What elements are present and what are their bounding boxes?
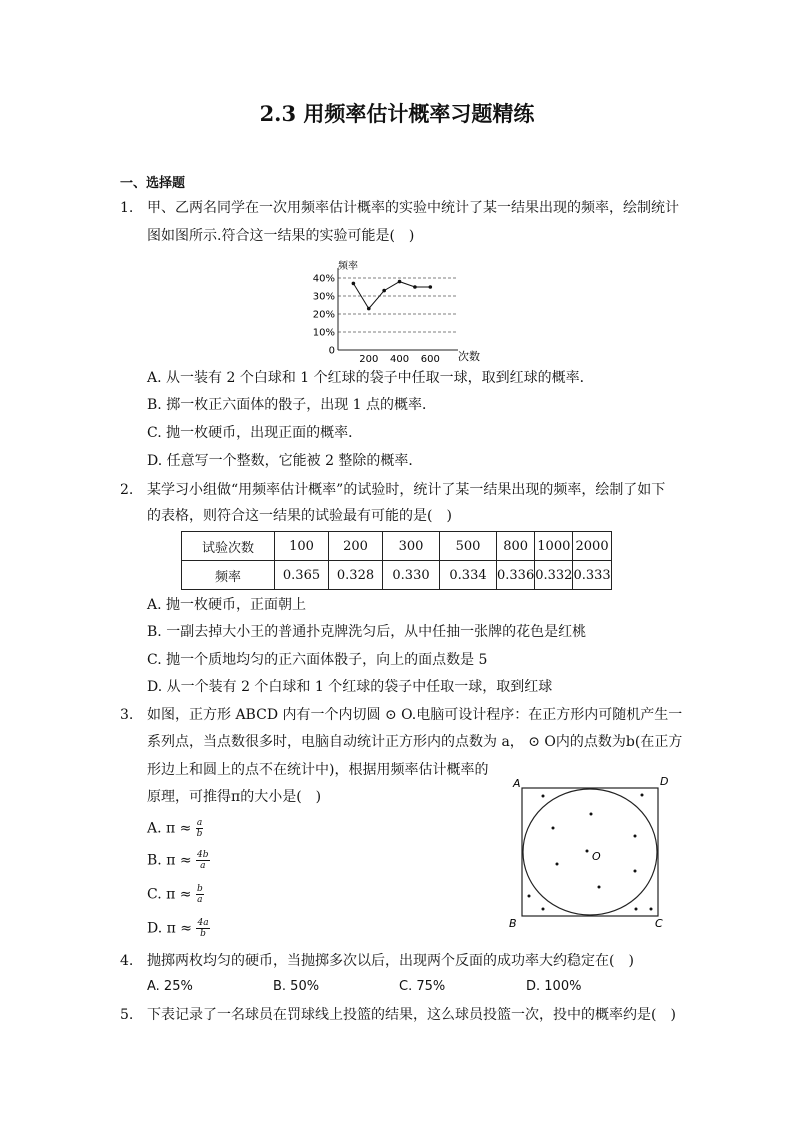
x-tick-label: 600 — [420, 354, 440, 365]
center-o-label: O — [592, 850, 601, 863]
fraction: $\frac{4b}{a}$ — [197, 850, 209, 871]
q3-option-b — [147, 850, 210, 871]
q3-stem-line2: 系列点，当点数很多时，电脑自动统计正方形内的点数为 a， ⊙ O内的点数为b(在正方 — [147, 734, 683, 750]
frequency-table — [181, 531, 612, 590]
table-cell: 100 — [275, 532, 329, 561]
q3-option-d — [147, 918, 210, 939]
q1-stem-line1: 甲、乙两名同学在一次用频率估计概率的实验中统计了某一结果出现的频率，绘制统计 — [147, 200, 679, 216]
q4-option-a: A. 25% — [147, 979, 193, 994]
fraction: $\frac{b}{a}$ — [196, 884, 203, 905]
table-cell: 频率 — [182, 561, 275, 590]
y-tick-label: 20% — [312, 309, 335, 321]
q4-option-c: C. 75% — [399, 979, 446, 994]
q3-stem-line1: 如图，正方形 ABCD 内有一个内切圆 ⊙ O.电脑可设计程序：在正方形内可随机产生一 — [147, 707, 683, 723]
table-cell: 试验次数 — [182, 532, 275, 561]
q2-number: 2. — [120, 482, 134, 498]
frequency-line-chart — [300, 258, 500, 366]
table-cell: 500 — [440, 532, 497, 561]
q2-option-d: D. 从一个装有 2 个白球和 1 个红球的袋子中任取一球，取到红球 — [147, 679, 553, 695]
q3-option-a — [147, 818, 203, 839]
vertex-b-label: B — [509, 917, 517, 930]
y-tick-label: 0 — [328, 345, 335, 357]
q2-option-c: C. 抛一个质地均匀的正六面体骰子，向上的面点数是 5 — [147, 652, 488, 668]
square-circle-figure — [505, 772, 675, 932]
q4-stem: 抛掷两枚均匀的硬币，当抛掷多次以后，出现两个反面的成功率大约稳定在( ) — [147, 953, 634, 969]
data-point — [352, 282, 356, 286]
table-cell: 0.333 — [573, 561, 611, 590]
data-point — [398, 280, 402, 284]
x-axis-label: 次数 — [458, 350, 480, 363]
q2-option-b: B. 一副去掉大小王的普通扑克牌洗匀后，从中任抽一张牌的花色是红桃 — [147, 624, 587, 640]
table-cell: 800 — [497, 532, 535, 561]
q2-option-a: A. 抛一枚硬币，正面朝上 — [147, 597, 307, 613]
data-point — [382, 289, 386, 293]
q5-number: 5. — [120, 1007, 134, 1023]
x-tick-label: 400 — [389, 354, 410, 365]
q4-option-d: D. 100% — [526, 979, 582, 994]
q3-option-c-label: C. π ≈ — [147, 886, 192, 903]
page-title: 2.3 用频率估计概率习题精练 — [259, 101, 535, 126]
q3-option-b-label: B. π ≈ — [147, 852, 192, 869]
q4-option-b: B. 50% — [273, 979, 320, 994]
q3-option-a-label: A. π ≈ — [147, 820, 192, 837]
section-heading: 一、选择题 — [120, 176, 186, 191]
table-cell: 300 — [383, 532, 440, 561]
fraction: $\frac{4a}{b}$ — [197, 918, 209, 939]
y-axis-label: 频率 — [338, 261, 358, 272]
q1-number: 1. — [120, 200, 134, 216]
table-cell: 2000 — [573, 532, 611, 561]
q1-option-d: D. 任意写一个整数，它能被 2 整除的概率． — [147, 453, 423, 469]
vertex-d-label: D — [660, 775, 669, 788]
vertex-a-label: A — [513, 777, 521, 790]
y-tick-label: 40% — [312, 273, 335, 285]
table-cell: 1000 — [535, 532, 573, 561]
q5-stem: 下表记录了一名球员在罚球线上投篮的结果，这么球员投篮一次，投中的概率约是( ) — [147, 1007, 676, 1023]
table-cell: 0.336 — [497, 561, 535, 590]
vertex-c-label: C — [655, 917, 663, 930]
q2-stem-line1: 某学习小组做“用频率估计概率”的试验时，统计了某一结果出现的频率，绘制了如下 — [147, 482, 666, 498]
data-point — [413, 285, 417, 289]
fraction: $\frac{a}{b}$ — [196, 818, 203, 839]
q4-number: 4. — [120, 953, 134, 969]
y-tick-label: 10% — [312, 327, 335, 339]
q3-stem-line4: 原理，可推得π的大小是( ) — [147, 789, 322, 805]
q2-stem-line2: 的表格，则符合这一结果的试验最有可能的是( ) — [147, 508, 452, 524]
series-line — [353, 282, 430, 309]
q1-option-c: C. 抛一枚硬币，出现正面的概率． — [147, 425, 363, 441]
table-row — [182, 561, 612, 590]
q3-stem-line3: 形边上和圆上的点不在统计中)，根据用频率估计概率的 — [147, 762, 489, 778]
table-cell: 0.365 — [275, 561, 329, 590]
x-tick-label: 200 — [359, 354, 379, 365]
table-cell: 0.334 — [440, 561, 497, 590]
table-cell: 0.330 — [383, 561, 440, 590]
q1-option-a: A. 从一装有 2 个白球和 1 个红球的袋子中任取一球，取到红球的概率． — [147, 370, 594, 386]
table-cell: 200 — [329, 532, 383, 561]
q1-option-b: B. 掷一枚正六面体的骰子，出现 1 点的概率． — [147, 397, 436, 413]
data-point — [367, 307, 371, 311]
q3-option-d-label: D. π ≈ — [147, 920, 193, 937]
y-tick-label: 30% — [312, 291, 335, 303]
q1-stem-line2: 图如图所示.符合这一结果的实验可能是( ) — [147, 228, 415, 244]
data-point — [429, 285, 433, 289]
table-cell: 0.328 — [329, 561, 383, 590]
q3-option-c — [147, 884, 204, 905]
table-row — [182, 532, 612, 561]
q3-number: 3. — [120, 707, 134, 723]
table-cell: 0.332 — [535, 561, 573, 590]
